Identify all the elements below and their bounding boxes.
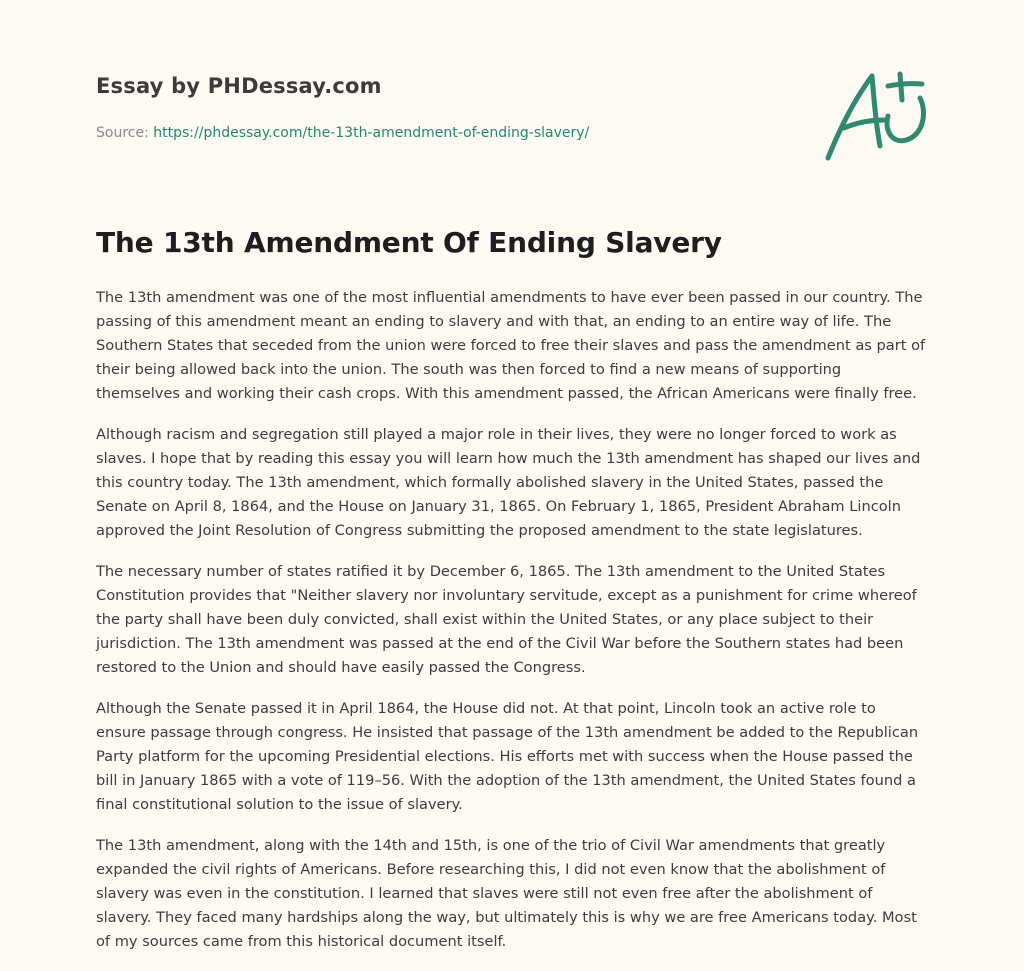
essay-paragraph: The 13th amendment, along with the 14th and 15th, is one of the trio of Civil War amendments that greatly expanded the civil rights of Americans. Before researching this, I did not even know that the abolishment of slavery was even in the constitution. I learned that slaves were still not even free after the abolishment of slavery. They faced many hardships along the way, but ultimately this is why we are free Americans today. Most of my sources came from this historical document itself. <box>96 837 917 950</box>
essay-paragraph: The 13th amendment was one of the most influential amendments to have ever been passed in our country. The passing of this amendment meant an ending to slavery and with that, an ending to an entire way of life. The Southern States that seceded from the union were forced to free their slaves and pass the amendment as part of their being allowed back into the union. The south was then forced to find a new means of supporting themselves and working their cash crops. With this amendment passed, the African Americans were finally free. <box>96 289 926 402</box>
essay-body <box>96 286 928 971</box>
source-link[interactable]: https://phdessay.com/the-13th-amendment-of-ending-slavery/ <box>153 125 590 141</box>
essay-paragraph: Although the Senate passed it in April 1864, the House did not. At that point, Lincoln took an active role to ensure passage through congress. He insisted that passage of the 13th amendment be added to the Republican Party platform for the upcoming Presidential elections. His efforts met with success when the House passed the bill in January 1865 with a vote of 119–56. With the adoption of the 13th amendment, the United States found a final constitutional solution to the issue of slavery. <box>96 700 919 813</box>
site-title: Essay by PHDessay.com <box>96 74 382 98</box>
source-line <box>96 125 796 141</box>
page-header <box>96 74 796 141</box>
source-label: Source: <box>96 125 149 141</box>
essay-title: The 13th Amendment Of Ending Slavery <box>96 226 722 259</box>
a-plus-logo-icon <box>818 66 930 166</box>
essay-paragraph: Although racism and segregation still played a major role in their lives, they were no longer forced to work as slaves. I hope that by reading this essay you will learn how much the 13th amendment has shaped our lives and this country today. The 13th amendment, which formally abolished slavery in the United States, passed the Senate on April 8, 1864, and the House on January 31, 1865. On February 1, 1865, President Abraham Lincoln approved the Joint Resolution of Congress submitting the proposed amendment to the state legislatures. <box>96 426 921 539</box>
essay-paragraph: The necessary number of states ratified it by December 6, 1865. The 13th amendment to the United States Constitution provides that "Neither slavery nor involuntary servitude, except as a punishment for crime whereof the party shall have been duly convicted, shall exist within the United States, or any place subject to their jurisdiction. The 13th amendment was passed at the end of the Civil War before the Southern states had been restored to the Union and should have easily passed the Congress. <box>96 563 917 676</box>
